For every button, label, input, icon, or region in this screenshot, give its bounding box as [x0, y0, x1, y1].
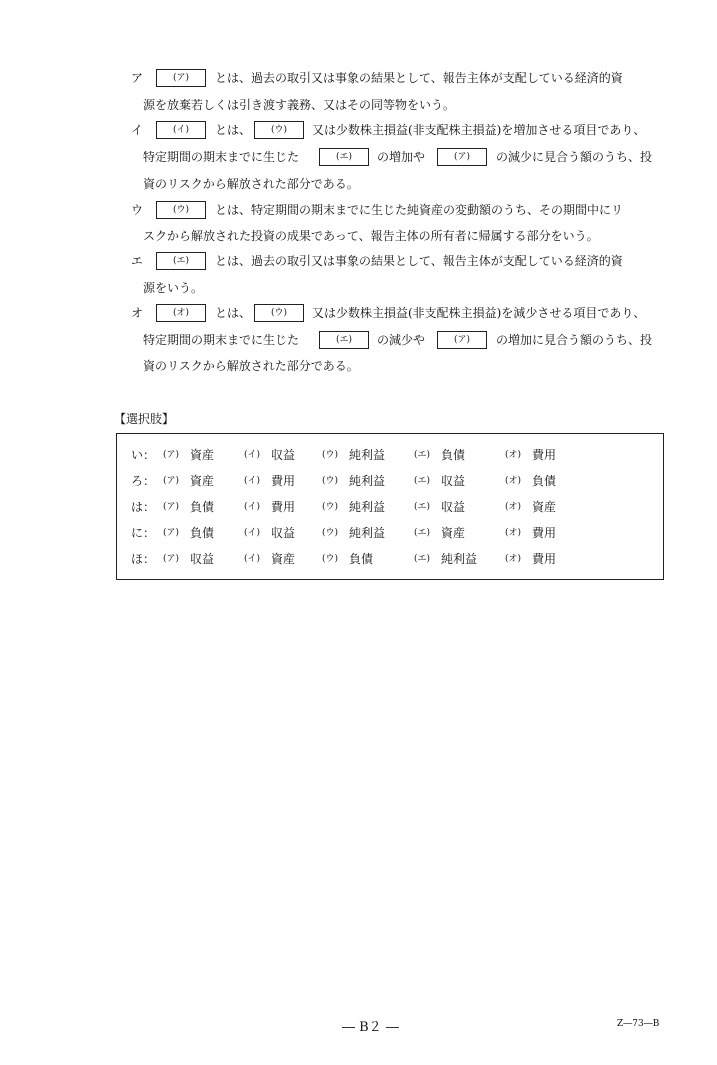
option-value: 費用 [532, 448, 557, 462]
option-mark: (イ) [244, 476, 261, 486]
option-mark: (オ) [505, 554, 522, 564]
option-value: 負債 [441, 448, 466, 462]
option-label: は： [131, 500, 156, 514]
blank-box: (エ) [319, 331, 369, 349]
option-mark: (ア) [163, 476, 180, 486]
option-mark: (ア) [163, 450, 180, 460]
blank-box: (ウ) [156, 201, 206, 219]
option-value: 負債 [190, 526, 215, 540]
blank-box: (エ) [319, 148, 369, 166]
statement-text: 特定期間の期末までに生じた [143, 333, 300, 347]
statement-text: とは、過去の取引又は事象の結果として、報告主体が支配している経済的資 [215, 254, 623, 268]
option-mark: (イ) [244, 528, 261, 538]
option-mark: (オ) [505, 476, 522, 486]
statement-marker: ウ [131, 203, 144, 217]
statement-marker: イ [131, 123, 144, 137]
option-mark: (イ) [244, 502, 261, 512]
option-value: 資産 [190, 448, 215, 462]
statement-text: 資のリスクから解放された部分である。 [143, 359, 359, 373]
option-value: 収益 [441, 474, 466, 488]
option-label: に： [131, 526, 156, 540]
option-value: 費用 [271, 500, 296, 514]
option-value: 収益 [271, 448, 296, 462]
page-number: ― B２ ― [342, 1020, 399, 1035]
option-value: 純利益 [441, 552, 478, 566]
blank-box: (ウ) [254, 304, 304, 322]
options-table [116, 433, 664, 580]
statement-marker: エ [131, 254, 144, 268]
statement-marker: オ [131, 306, 144, 320]
option-mark: (エ) [414, 476, 431, 486]
option-value: 負債 [190, 500, 215, 514]
statement-text: 又は少数株主損益(非支配株主損益)を減少させる項目であり、 [312, 306, 646, 320]
option-label: い： [131, 448, 156, 462]
option-label: ほ： [131, 552, 156, 566]
statement-text: とは、 [215, 123, 252, 137]
option-value: 純利益 [349, 500, 386, 514]
blank-box: (ア) [437, 148, 487, 166]
statement-marker: ア [131, 71, 144, 85]
option-mark: (イ) [244, 554, 261, 564]
statement-text: とは、特定期間の期末までに生じた純資産の変動額のうち、その期間中にリ [215, 203, 624, 217]
option-value: 純利益 [349, 448, 386, 462]
option-value: 純利益 [349, 526, 386, 540]
option-mark: (オ) [505, 450, 522, 460]
blank-box: (イ) [156, 121, 206, 139]
option-mark: (ア) [163, 502, 180, 512]
blank-box: (ウ) [254, 121, 304, 139]
option-mark: (ウ) [322, 450, 339, 460]
statement-text: の減少や [377, 333, 426, 347]
blank-box: (オ) [156, 304, 206, 322]
option-mark: (ウ) [322, 476, 339, 486]
statement-text: 特定期間の期末までに生じた [143, 150, 300, 164]
statement-text: の減少に見合う額のうち、投 [496, 150, 653, 164]
statement-text: 又は少数株主損益(非支配株主損益)を増加させる項目であり、 [312, 123, 646, 137]
statement-text: の増加に見合う額のうち、投 [496, 333, 653, 347]
blank-box: (ア) [437, 331, 487, 349]
option-mark: (ア) [163, 554, 180, 564]
option-mark: (イ) [244, 450, 261, 460]
statement-text: 源を放棄若しくは引き渡す義務、又はその同等物をいう。 [143, 98, 456, 112]
option-value: 収益 [441, 500, 466, 514]
option-value: 収益 [190, 552, 215, 566]
statement-text: 資のリスクから解放された部分である。 [143, 177, 359, 191]
option-mark: (エ) [414, 528, 431, 538]
options-title: 【選択肢】 [114, 412, 175, 426]
option-mark: (ア) [163, 528, 180, 538]
statement-text: スクから解放された投資の成果であって、報告主体の所有者に帰属する部分をいう。 [143, 229, 599, 243]
option-value: 資産 [441, 526, 466, 540]
option-mark: (ウ) [322, 528, 339, 538]
statement-text: 源をいう。 [143, 281, 204, 295]
option-value: 費用 [271, 474, 296, 488]
statement-text: の増加や [377, 150, 426, 164]
blank-box: (ア) [156, 69, 206, 87]
option-value: 資産 [532, 500, 557, 514]
statement-text: とは、 [215, 306, 252, 320]
option-mark: (ウ) [322, 554, 339, 564]
option-mark: (エ) [414, 450, 431, 460]
option-mark: (ウ) [322, 502, 339, 512]
option-label: ろ： [131, 474, 156, 488]
option-value: 負債 [532, 474, 557, 488]
option-value: 収益 [271, 526, 296, 540]
statement-text: とは、過去の取引又は事象の結果として、報告主体が支配している経済的資 [215, 71, 623, 85]
option-mark: (オ) [505, 502, 522, 512]
option-value: 費用 [532, 526, 557, 540]
option-value: 費用 [532, 552, 557, 566]
option-mark: (オ) [505, 528, 522, 538]
option-value: 資産 [271, 552, 296, 566]
blank-box: (エ) [156, 252, 206, 270]
document-code: Z―73―B [617, 1019, 660, 1029]
option-value: 資産 [190, 474, 215, 488]
option-value: 負債 [349, 552, 374, 566]
option-mark: (エ) [414, 554, 431, 564]
option-value: 純利益 [349, 474, 386, 488]
option-mark: (エ) [414, 502, 431, 512]
